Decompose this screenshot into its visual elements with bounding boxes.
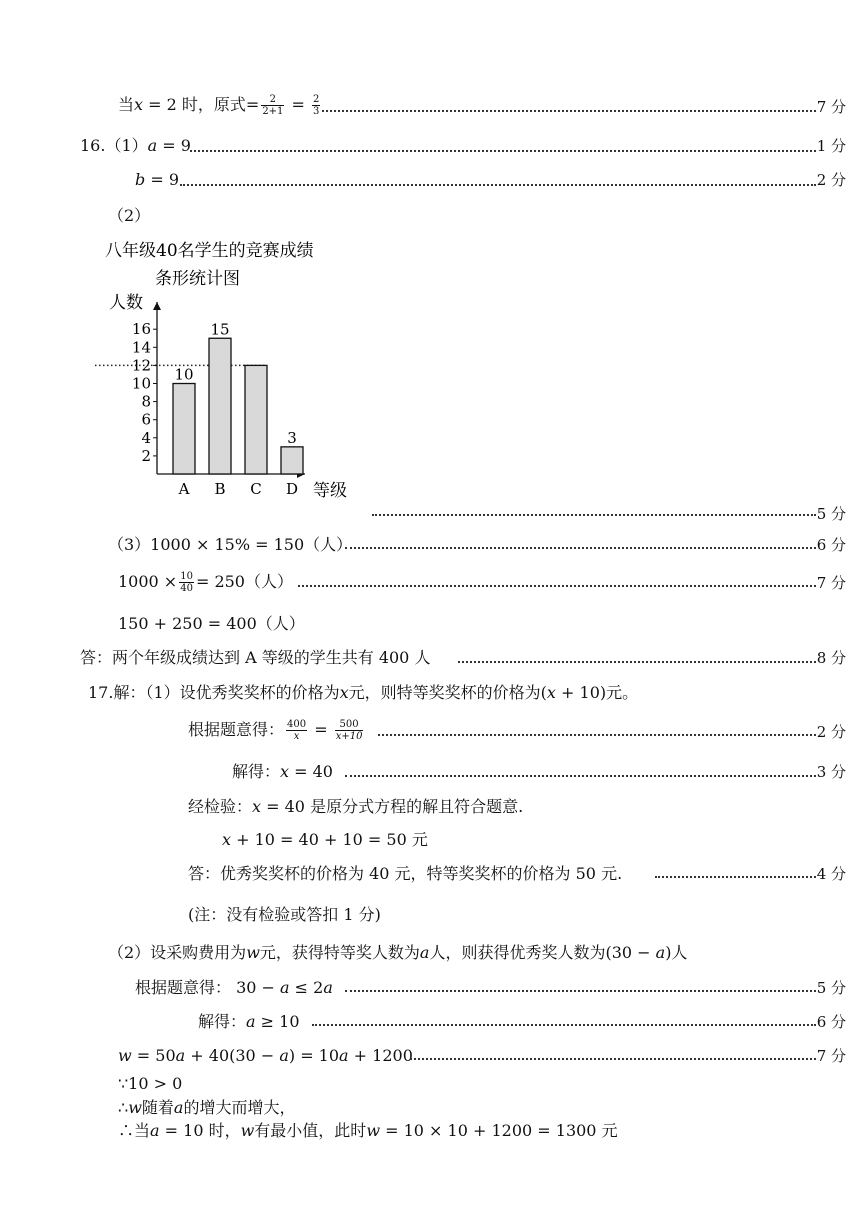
line-16-3-calc: （3）1000 × 15% = 150（人） — [108, 535, 353, 554]
line-17-2-because: ∵10 > 0 — [118, 1074, 183, 1093]
leader-dots — [410, 1058, 816, 1060]
score-label: 3 分 — [816, 763, 846, 781]
text: 解得： — [198, 1012, 247, 1031]
text: = 50 — [131, 1046, 176, 1065]
var-x: x — [222, 830, 232, 849]
text: 元，则特等奖奖杯的价格为( — [348, 683, 547, 702]
leader-dots — [298, 585, 816, 587]
line-16-answer: 答：两个年级成绩达到 A 等级的学生共有 400 人 — [80, 648, 431, 667]
leader-dots — [190, 150, 816, 152]
line-result-when-x-2 — [118, 93, 322, 117]
text: 经检验： — [188, 797, 253, 816]
var-w: w — [246, 943, 260, 962]
chart-title: 八年级40名学生的竞赛成绩 — [105, 241, 314, 261]
text: ∴当 — [118, 1121, 151, 1140]
text: 解得： — [232, 762, 281, 781]
bar-C — [245, 365, 267, 474]
var-a: a — [173, 1098, 184, 1117]
text: 有最小值，此时 — [254, 1121, 367, 1140]
denominator: x — [293, 731, 300, 742]
text: + 40(30 − — [185, 1046, 280, 1065]
score-label: 7 分 — [816, 98, 846, 116]
text: = 250（人） — [195, 572, 293, 591]
text: ≥ 10 — [255, 1012, 300, 1031]
x-tick-label: A — [178, 480, 190, 498]
numerator: 2 — [261, 94, 284, 106]
text: （2）设采购费用为 — [108, 943, 247, 962]
score-label: 7 分 — [816, 1047, 846, 1065]
var-x: x — [134, 95, 144, 114]
leader-dots — [345, 775, 816, 777]
score-label: 5 分 — [816, 505, 846, 523]
score-label: 6 分 — [816, 1013, 846, 1031]
leader-dots — [180, 184, 816, 186]
text: 17.解：（1）设优秀奖奖杯的价格为 — [88, 683, 340, 702]
text: 随着 — [141, 1098, 174, 1117]
text: ) = 10 — [288, 1046, 340, 1065]
fraction — [261, 94, 284, 117]
line-17-1-check — [188, 795, 523, 819]
text: ∴ — [118, 1098, 129, 1117]
bar-D — [281, 447, 303, 474]
line-17-1-answer: 答：优秀奖奖杯的价格为 40 元，特等奖奖杯的价格为 50 元. — [188, 864, 623, 883]
data-label: 3 — [287, 428, 297, 447]
leader-dots — [322, 110, 816, 112]
text: = 10 × 10 + 1200 = 1300 元 — [380, 1121, 618, 1140]
var-a: a — [279, 1046, 289, 1065]
var-x: x — [546, 683, 556, 702]
score-label: 4 分 — [816, 865, 846, 883]
text: + 10)元。 — [555, 683, 639, 702]
text: = 40 是原分式方程的解且符合题意. — [261, 797, 524, 816]
x-tick-label: B — [214, 480, 226, 498]
bar-A — [173, 384, 195, 475]
text: 的增大而增大， — [183, 1098, 296, 1117]
line-17-2-setup — [108, 941, 687, 965]
var-a: a — [147, 136, 158, 155]
question-number: 16.（1） — [80, 136, 148, 155]
y-axis-label: 人数 — [109, 293, 143, 313]
y-tick-label: 10 — [131, 374, 151, 393]
fraction — [286, 719, 307, 742]
text: 根据题意得： 30 − — [135, 978, 281, 997]
var-a: a — [175, 1046, 186, 1065]
y-tick-label: 6 — [141, 410, 151, 429]
line-17-2-cost — [118, 1044, 413, 1068]
numerator: 400 — [287, 719, 307, 730]
denominator: 3 — [313, 106, 320, 117]
line-17-1-price — [222, 828, 428, 852]
var-b: b — [135, 170, 146, 189]
denominator: 40 — [180, 583, 193, 594]
text: = 2 时，原式= — [143, 95, 260, 114]
text: 元，获得特等奖人数为 — [259, 943, 420, 962]
text: 根据题意得： — [188, 720, 285, 739]
data-label: 15 — [210, 320, 230, 339]
y-tick-label: 14 — [131, 338, 151, 357]
fraction — [179, 571, 194, 594]
y-tick-label: 8 — [141, 392, 151, 411]
text: 当 — [118, 95, 135, 114]
score-label: 8 分 — [816, 649, 846, 667]
score-label: 2 分 — [816, 171, 846, 189]
denominator: 2+1 — [262, 106, 284, 117]
line-16-3-sum: 150 + 250 = 400（人） — [118, 614, 305, 633]
line-17-2-inequality — [135, 976, 333, 1000]
bar-chart — [95, 232, 455, 502]
text: + 10 = 40 + 10 = 50 元 — [231, 830, 428, 849]
x-axis-label: 等级 — [313, 481, 347, 501]
var-x: x — [339, 683, 349, 702]
var-a: a — [246, 1012, 256, 1031]
numerator: 500 — [335, 719, 364, 731]
text: )人 — [665, 943, 688, 962]
line-17-2-therefore-2 — [118, 1119, 618, 1143]
y-tick-label: 2 — [141, 446, 151, 465]
y-tick-label: 16 — [131, 320, 151, 339]
line-17-1-solve — [232, 760, 333, 784]
fraction — [312, 94, 320, 117]
line-17-1-setup — [88, 681, 638, 705]
var-w: w — [128, 1098, 142, 1117]
part-2-label: （2） — [108, 206, 151, 225]
var-x: x — [280, 762, 290, 781]
text: = 40 — [289, 762, 333, 781]
var-w: w — [240, 1121, 255, 1140]
leader-dots — [372, 514, 816, 516]
text: = — [309, 720, 333, 739]
leader-dots — [312, 1024, 816, 1026]
var-w: w — [118, 1046, 132, 1065]
y-axis-arrow — [153, 302, 161, 310]
var-a: a — [419, 943, 430, 962]
line-17-2-therefore-1 — [118, 1096, 295, 1120]
leader-dots — [655, 876, 816, 878]
text: ≤ 2 — [289, 978, 324, 997]
var-a: a — [339, 1046, 349, 1065]
text: + 1200 — [348, 1046, 413, 1065]
var-a: a — [280, 978, 290, 997]
x-tick-label: C — [250, 480, 262, 498]
text: = 10 时， — [159, 1121, 241, 1140]
var-x: x — [252, 797, 262, 816]
leader-dots — [345, 990, 816, 992]
score-label: 1 分 — [816, 137, 846, 155]
line-16-1-a — [80, 134, 191, 158]
text: = 9 — [145, 170, 180, 189]
var-a: a — [655, 943, 666, 962]
line-16-1-b — [135, 168, 179, 192]
leader-dots — [345, 547, 816, 549]
line-17-2-solve — [198, 1010, 300, 1034]
line-17-1-equation — [188, 718, 365, 742]
leader-dots — [458, 661, 816, 663]
score-label: 5 分 — [816, 979, 846, 997]
var-a: a — [150, 1121, 160, 1140]
text: = 9 — [157, 136, 191, 155]
chart-subtitle: 条形统计图 — [155, 269, 240, 289]
data-label: 10 — [174, 365, 194, 384]
var-w: w — [366, 1121, 381, 1140]
line-17-note: (注：没有检验或答扣 1 分) — [188, 905, 381, 924]
text: = — [286, 95, 310, 114]
numerator: 2 — [313, 94, 320, 105]
denominator: x+10 — [335, 731, 363, 742]
leader-dots — [378, 734, 816, 736]
text: 人，则获得优秀奖人数为(30 − — [429, 943, 656, 962]
bar-B — [209, 338, 231, 474]
x-tick-label: D — [285, 480, 299, 498]
text: 1000 × — [118, 572, 178, 591]
line-16-3-frac — [118, 570, 293, 594]
score-label: 7 分 — [816, 574, 846, 592]
y-tick-label: 4 — [141, 428, 151, 447]
var-a: a — [323, 978, 333, 997]
score-label: 2 分 — [816, 723, 846, 741]
score-label: 6 分 — [816, 536, 846, 554]
fraction — [335, 719, 364, 742]
y-tick-label: 12 — [131, 356, 151, 375]
numerator: 10 — [180, 571, 193, 582]
